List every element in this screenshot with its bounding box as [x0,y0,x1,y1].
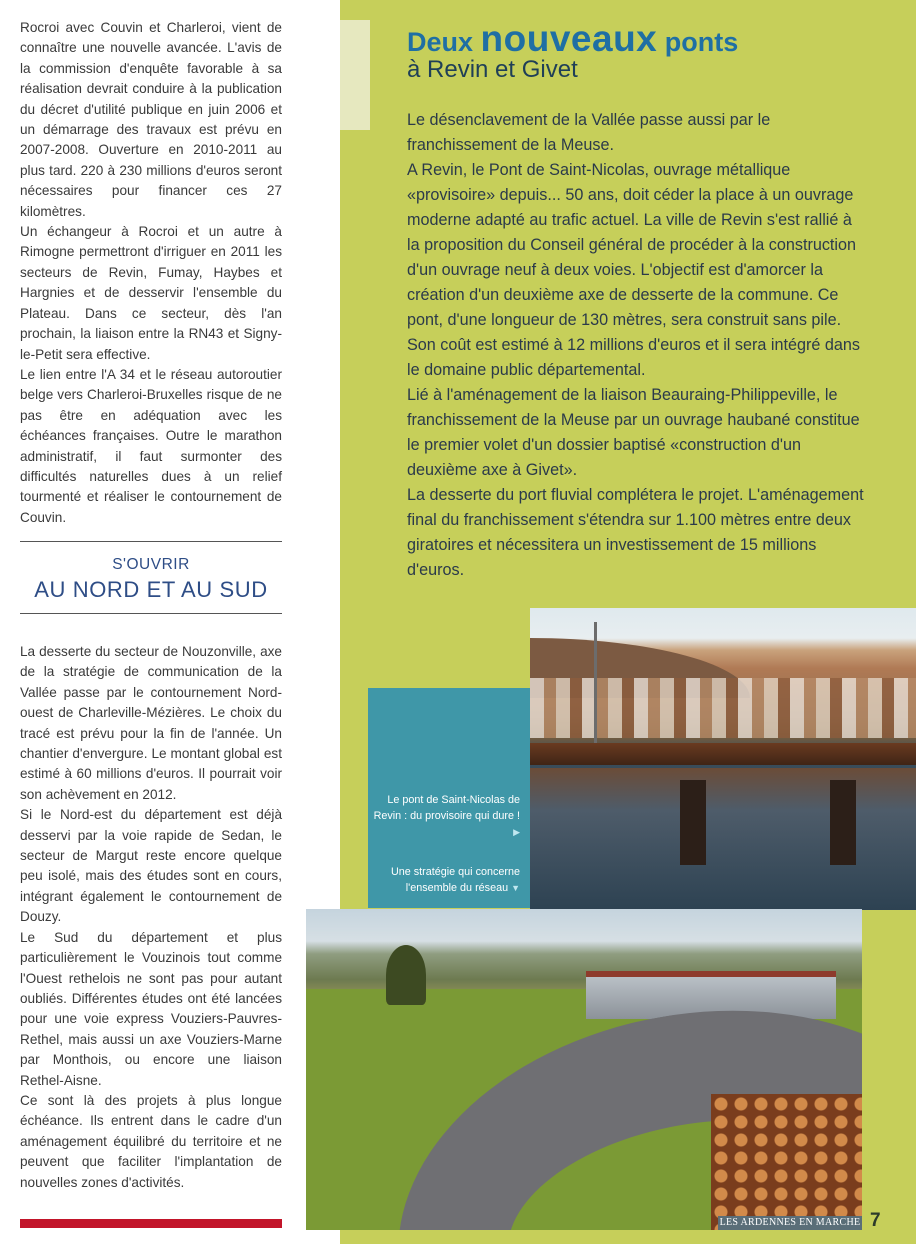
caption-text: Une stratégie qui concerne l'ensemble du réseau [390,866,520,894]
article-subtitle: à Revin et Givet [407,56,578,83]
article-body [407,108,867,583]
decorative-letter [340,20,370,130]
section-title: AU NORD ET AU SUD [34,577,268,602]
arrow-down-icon: ▼ [511,883,520,893]
village-houses [530,678,916,738]
left-paragraph: Le lien entre l'A 34 et le réseau autoroutier belge vers Charleroi-Bruxelles risque de ne pas être en adéquation avec les échéances françaises. Outre le marathon administratif, il faut surmonter des difficultés naturelles dues à un relief tourmenté et réaliser le contournement de Couvin. [20,366,282,525]
bridge-pile [680,780,706,865]
left-paragraph: La desserte du secteur de Nouzonville, axe de la stratégie de communication de la Vallée passe par le contournement Nord-ouest de Charleville-Mézières. Le choix du tracé est prévu pour la fin de l'année. Un chantier d'envergure. Le montant global est estimé à 60 millions d'euros. Il pourrait voir son achèvement en 2012. [20,644,282,802]
magazine-name: LES ARDENNES EN MARCHE [719,1217,861,1228]
bridge-pile [830,780,856,865]
title-part: ponts [657,27,739,57]
bridge-deck [530,743,916,765]
title-part: Deux [407,27,481,57]
left-paragraph: Un échangeur à Rocroi et un autre à Rimogne permettront d'irriguer en 2011 les secteurs de Revin, Fumay, Haybes et Hargnies et de desservir l'ensemble du Plateau. Dans ce secteur, dès l'an prochain, la liaison entre la RN43 et Signy-le-Petit sera effective. [20,224,282,362]
page-number: 7 [870,1210,881,1231]
photo-caption [370,864,530,896]
left-paragraph: Ce sont là des projets à plus longue échéance. Ils entrent dans le cadre d'un aménagement équilibré du territoire et ne peuvent que faciliter l'implantation de nouvelles zones d'activités. [20,1092,282,1190]
article-paragraph: A Revin, le Pont de Saint-Nicolas, ouvrage métallique «provisoire» depuis... 50 ans, doit céder la place à un ouvrage moderne adapté au trafic actuel. La ville de Revin s'est rallié à la proposition du Conseil général de procéder à la construction d'un ouvrage neuf à deux voies. L'objectif est d'amorcer la création d'un deuxième axe de desserte de la commune. Ce pont, d'une longueur de 130 mètres, sera construit sans pile. Son coût est estimé à 12 millions d'euros et il sera intégré dans le domaine public départemental. [407,161,860,379]
title-emphasis: nouveaux [480,18,658,59]
left-paragraph: Rocroi avec Couvin et Charleroi, vient de connaître une nouvelle avancée. L'avis de la commission d'enquête favorable à sa réalisation devrait conduire à la publication du décret d'utilité publique en juin 2006 et un démarrage des travaux est prévu en 2007-2008. Ouverture en 2010-2011 au plus tard. 220 à 230 millions d'euros seront nécessaires pour financer ces 27 kilomètres. [20,20,282,219]
river [530,768,916,910]
section-kicker: S'OUVRIR [112,556,190,573]
lamp-post [594,622,597,747]
photo-caption [370,792,530,840]
road-photo [306,909,862,1230]
section-heading [20,556,282,603]
bridge-photo [530,608,916,910]
trees [386,945,426,1005]
log-pile [711,1094,862,1230]
divider-rule [20,541,282,542]
divider-rule [20,613,282,614]
article-title [407,18,738,60]
caption-text: Le pont de Saint-Nicolas de Revin : du provisoire qui dure ! [373,794,520,822]
left-text-top [20,18,282,528]
article-paragraph: Lié à l'aménagement de la liaison Beauraing-Philippeville, le franchissement de la Meuse par un ouvrage haubané constitue le premier volet d'un dossier baptisé «construction d'un deuxième axe à Givet». [407,386,860,479]
left-text-bottom [20,642,282,1193]
red-footer-bar [20,1219,282,1228]
caption-box [368,688,530,908]
article-paragraph: Le désenclavement de la Vallée passe aussi par le franchissement de la Meuse. [407,111,771,154]
arrow-right-icon: ▶ [513,827,520,837]
article-paragraph: La desserte du port fluvial complétera le projet. L'aménagement final du franchissement s'étendra sur 1.100 mètres entre deux giratoires et nécessitera un investissement de 15 millions d'euros. [407,486,864,579]
left-paragraph: Si le Nord-est du département est déjà desservi par la voie rapide de Sedan, le secteur de Margut reste encore quelque peu isolé, mais des études sont en cours, intégrant également le contournement de Douzy. [20,807,282,925]
left-paragraph: Le Sud du département et plus particulièrement le Vouzinois tout comme l'Ouest rethelois ne sont pas pour autant oubliés. Différentes études ont été lancées pour une voie express Vouziers-Pauvres-Rethel, mais aussi un axe Vouziers-Marne par Monthois, ou encore une liaison Rethel-Aisne. [20,929,282,1088]
